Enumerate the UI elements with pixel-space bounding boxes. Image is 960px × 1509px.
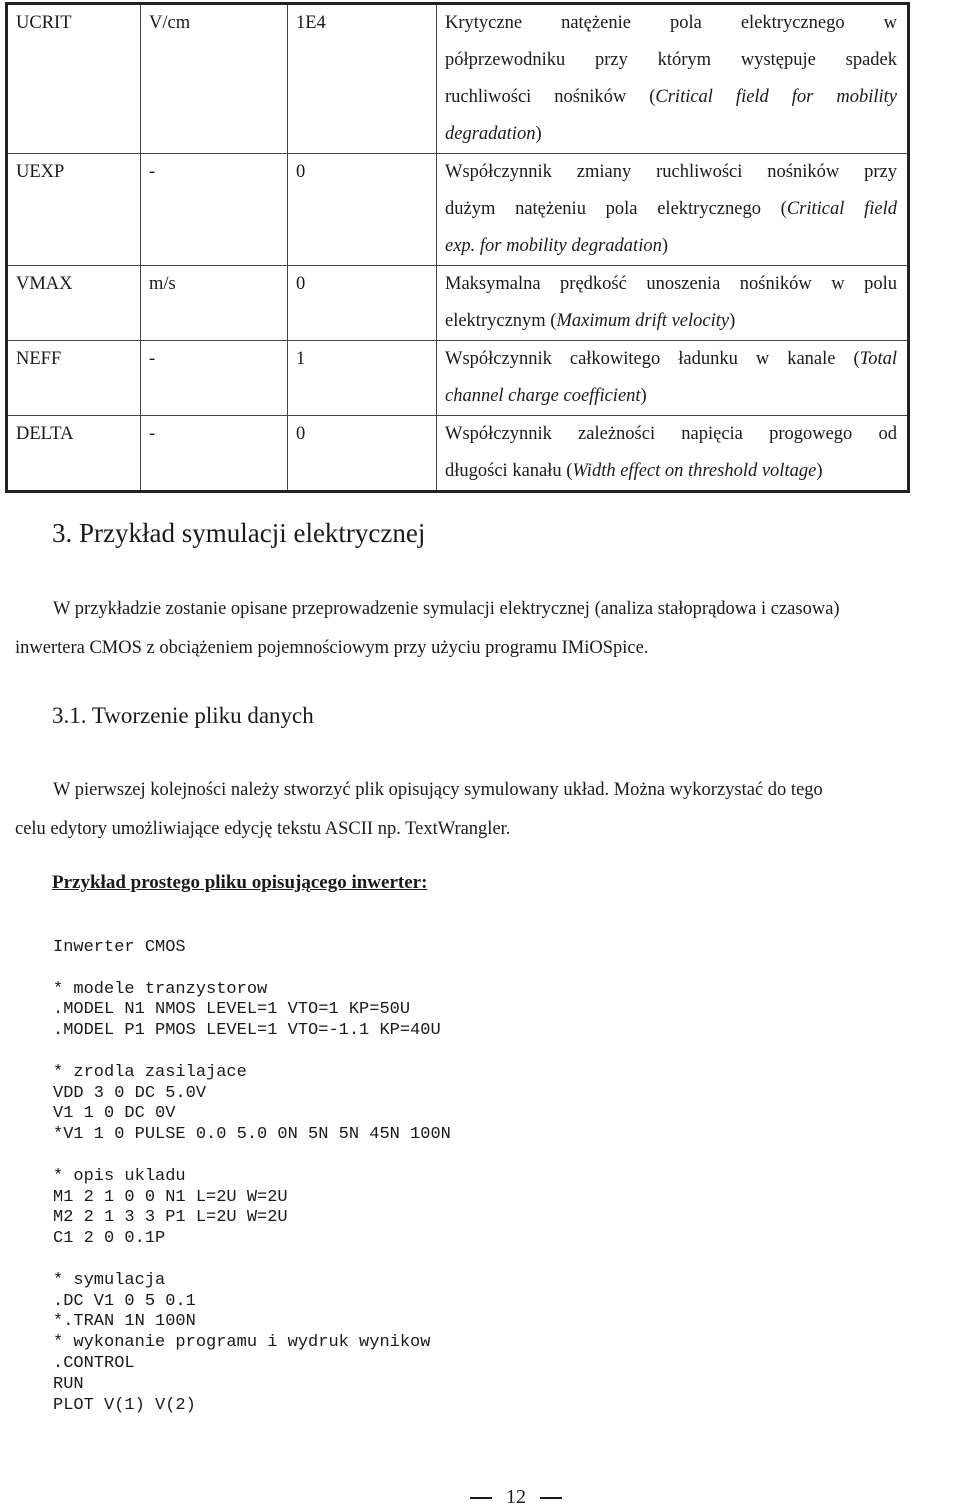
description-line — [445, 116, 897, 153]
parameter-name: DELTA — [7, 416, 141, 492]
parameter-unit: - — [141, 154, 288, 266]
code-line: .MODEL P1 PMOS LEVEL=1 VTO=-1.1 KP=40U — [53, 1021, 441, 1041]
code-line: * symulacja — [53, 1270, 166, 1290]
description-line — [445, 266, 897, 303]
description-line — [445, 341, 897, 378]
description-line — [445, 191, 897, 228]
section-heading: 3. Przykład symulacji elektrycznej — [52, 518, 426, 548]
code-line: M2 2 1 3 3 P1 L=2U W=2U — [53, 1208, 288, 1228]
code-line: * wykonanie programu i wydruk wynikow — [53, 1333, 431, 1353]
description-line — [445, 303, 897, 340]
parameter-default: 0 — [288, 154, 437, 266]
subsection-heading: 3.1. Tworzenie pliku danych — [52, 703, 314, 728]
parameter-description — [437, 416, 909, 492]
paragraph-line: W przykładzie zostanie opisane przeprowadzenie symulacji elektrycznej (analiza stałoprądowa i czasowa) — [53, 599, 840, 619]
parameter-row — [7, 416, 909, 492]
parameter-name: UEXP — [7, 154, 141, 266]
code-line: .MODEL N1 NMOS LEVEL=1 VTO=1 KP=50U — [53, 1000, 411, 1020]
code-line — [53, 959, 451, 980]
parameter-name: UCRIT — [7, 4, 141, 154]
parameter-default: 1E4 — [288, 4, 437, 154]
description-text: Współczynnik całkowitego ładunku w kanale ( — [445, 349, 860, 369]
description-text: ) — [729, 311, 736, 331]
page-footer — [470, 1486, 562, 1509]
code-caption: Przykład prostego pliku opisującego inwerter: — [52, 872, 428, 893]
english-term: Critical field for mobility — [655, 87, 897, 107]
parameter-unit: - — [141, 341, 288, 416]
description-text: elektrycznym ( — [445, 311, 557, 331]
english-term: channel charge coefficient — [445, 386, 641, 406]
code-line — [53, 1042, 451, 1063]
parameter-description — [437, 154, 909, 266]
english-term: Maximum drift velocity — [556, 311, 730, 331]
code-line: C1 2 0 0.1P — [53, 1229, 166, 1249]
description-text: dużym natężeniu pola elektrycznego ( — [445, 199, 787, 219]
paragraph-line: W pierwszej kolejności należy stworzyć plik opisujący symulowany układ. Można wykorzystać do tego — [53, 780, 823, 800]
parameter-default: 0 — [288, 416, 437, 492]
code-line: .CONTROL — [53, 1353, 135, 1373]
parameter-default: 1 — [288, 341, 437, 416]
parameter-table-body — [7, 4, 909, 492]
parameter-row — [7, 266, 909, 341]
description-text: Krytyczne natężenie pola elektrycznego w — [445, 13, 897, 33]
code-line: PLOT V(1) V(2) — [53, 1395, 196, 1415]
parameter-unit: - — [141, 416, 288, 492]
parameter-unit: m/s — [141, 266, 288, 341]
english-term: Total — [859, 349, 897, 369]
english-term: Width effect on threshold voltage — [572, 461, 817, 481]
english-term: degradation — [445, 124, 536, 144]
description-text: długości kanału ( — [445, 461, 573, 481]
parameter-description — [437, 266, 909, 341]
data-file-paragraph — [15, 771, 960, 849]
code-line: .DC V1 0 5 0.1 — [53, 1291, 196, 1311]
code-line: *.TRAN 1N 100N — [53, 1312, 196, 1332]
description-line — [445, 453, 897, 490]
description-line — [445, 228, 897, 265]
parameter-name: VMAX — [7, 266, 141, 341]
code-line: * modele tranzystorow — [53, 979, 268, 999]
page-number: 12 — [506, 1486, 526, 1508]
description-line — [445, 378, 897, 415]
paragraph-line: inwertera CMOS z obciążeniem pojemnościowym przy użyciu programu IMiOSpice. — [15, 638, 649, 658]
code-line — [53, 1146, 451, 1167]
parameter-default: 0 — [288, 266, 437, 341]
code-line: M1 2 1 0 0 N1 L=2U W=2U — [53, 1187, 288, 1207]
description-text: ) — [816, 461, 823, 481]
code-line — [53, 1250, 451, 1271]
description-line — [445, 5, 897, 42]
parameter-row — [7, 341, 909, 416]
code-line: VDD 3 0 DC 5.0V — [53, 1083, 207, 1103]
intro-paragraph — [15, 590, 960, 668]
english-term: Critical field — [786, 199, 897, 219]
code-line: V1 1 0 DC 0V — [53, 1104, 176, 1124]
paragraph-line: celu edytory umożliwiające edycję tekstu ASCII np. TextWrangler. — [15, 819, 511, 839]
description-text: Współczynnik zmiany ruchliwości nośników przy — [445, 162, 897, 182]
parameter-row — [7, 4, 909, 154]
description-text: Współczynnik zależności napięcia progowego od — [445, 424, 897, 444]
code-line: * zrodla zasilajace — [53, 1062, 247, 1082]
description-text: półprzewodniku przy którym występuje spadek — [445, 50, 897, 70]
parameter-table — [5, 2, 910, 493]
code-line: RUN — [53, 1374, 84, 1394]
parameter-description — [437, 4, 909, 154]
description-line — [445, 416, 897, 453]
spice-code-listing — [53, 938, 451, 1416]
description-line — [445, 79, 897, 116]
code-line: *V1 1 0 PULSE 0.0 5.0 0N 5N 5N 45N 100N — [53, 1125, 451, 1145]
description-text: ) — [661, 236, 669, 256]
description-line — [445, 154, 897, 191]
description-text: Maksymalna prędkość unoszenia nośników w polu — [445, 274, 897, 294]
parameter-name: NEFF — [7, 341, 141, 416]
description-text: ) — [640, 386, 647, 406]
parameter-row — [7, 154, 909, 266]
description-line — [445, 42, 897, 79]
parameter-unit: V/cm — [141, 4, 288, 154]
parameter-description — [437, 341, 909, 416]
description-text: ruchliwości nośników ( — [445, 87, 656, 107]
description-text: ) — [535, 124, 542, 144]
code-line: Inwerter CMOS — [53, 938, 186, 957]
footer-dash — [540, 1497, 562, 1499]
english-term: exp. for mobility degradation — [445, 236, 662, 256]
code-line: * opis ukladu — [53, 1166, 186, 1186]
footer-dash — [470, 1497, 492, 1499]
